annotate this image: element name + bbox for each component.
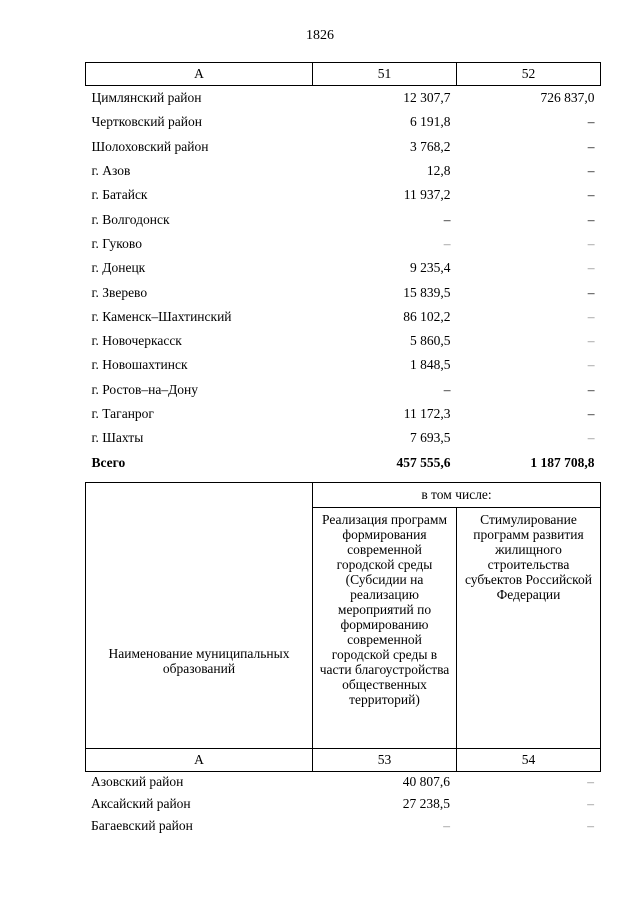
- table-row: [85, 815, 600, 837]
- row-name: г. Гуково: [91, 235, 142, 251]
- value-51: –: [443, 381, 451, 397]
- table-row: [85, 771, 600, 793]
- row-name: г. Ростов–на–Дону: [91, 381, 199, 397]
- row-name: г. Азов: [91, 163, 131, 179]
- row-name: Шолоховский район: [91, 138, 209, 154]
- row-name: г. Зверево: [91, 284, 148, 300]
- value-51: 7 693,5: [410, 430, 451, 446]
- value-52: –: [587, 138, 595, 154]
- table-row: [86, 378, 601, 402]
- value-52: –: [587, 211, 595, 227]
- value-51: 11 172,3: [403, 406, 451, 421]
- table1-header-row: [86, 63, 601, 86]
- table-row: [86, 353, 601, 377]
- row-name: г. Донецк: [91, 260, 146, 276]
- row-name: Цимлянский район: [91, 90, 202, 106]
- value-52: –: [587, 114, 595, 130]
- row-name: г. Каменск–Шахтинский: [91, 308, 232, 324]
- value-51: 86 102,2: [403, 308, 451, 324]
- row-name: г. Новошахтинск: [91, 357, 188, 373]
- value-51: 6 191,8: [410, 114, 451, 130]
- value-51: 1 848,5: [410, 357, 451, 373]
- column-53-header: Реализация программ формирования современной городской среды (Субсидии на реализацию мероприятий по формированию современной городской среды в части благоустройства общественных территорий): [313, 508, 457, 749]
- table-row: [86, 402, 601, 426]
- value-52: –: [587, 284, 595, 300]
- table-row: [86, 256, 601, 280]
- table-row: [86, 232, 601, 256]
- value-51: 3 768,2: [410, 138, 451, 154]
- value-51: 9 235,4: [410, 260, 451, 276]
- budget-table-part2: [85, 771, 600, 837]
- value-52: –: [587, 430, 595, 446]
- budget-table-part1: [85, 62, 601, 475]
- table-row: [86, 207, 601, 231]
- header-col-a: А: [86, 63, 313, 86]
- value-52: –: [587, 260, 595, 276]
- budget-table-header-part2: [85, 482, 601, 772]
- value-52: –: [587, 308, 595, 324]
- value-51: 12,8: [426, 163, 451, 179]
- value-53: 40 807,6: [402, 774, 450, 789]
- value-53: –: [443, 818, 450, 833]
- value-51: 12 307,7: [403, 90, 451, 106]
- table-row: [86, 329, 601, 353]
- value-53: 27 238,5: [402, 796, 450, 811]
- table-row: [86, 183, 601, 207]
- table-row: [86, 305, 601, 329]
- row-name: Багаевский район: [91, 818, 193, 833]
- code-row: [86, 749, 601, 772]
- table-row: [86, 159, 601, 183]
- table-row: [86, 426, 601, 450]
- value-52: –: [587, 163, 595, 179]
- row-name: Азовский район: [91, 774, 184, 789]
- including-header: в том числе:: [313, 483, 601, 508]
- total-52: 1 187 708,8: [530, 454, 595, 470]
- value-51: 5 860,5: [410, 333, 451, 349]
- table-row: [86, 110, 601, 134]
- value-52: –: [587, 357, 595, 373]
- table-row: [85, 793, 600, 815]
- value-52: –: [587, 187, 595, 203]
- municipality-column-header: Наименование муниципальных образований: [86, 483, 313, 749]
- value-51: –: [443, 211, 451, 227]
- row-name: г. Шахты: [91, 430, 144, 446]
- row-name: г. Волгодонск: [91, 211, 170, 227]
- row-name: г. Батайск: [91, 187, 148, 203]
- value-52: 726 837,0: [540, 90, 595, 106]
- total-label: Всего: [91, 454, 126, 470]
- value-54: –: [587, 818, 594, 833]
- value-51: 11 937,2: [403, 187, 451, 203]
- value-52: –: [587, 333, 595, 349]
- row-name: г. Новочеркасск: [91, 333, 182, 349]
- total-51: 457 555,6: [396, 454, 451, 470]
- row-name: г. Таганрог: [91, 406, 154, 421]
- value-52: –: [587, 381, 595, 397]
- code-col-a: А: [86, 749, 313, 772]
- code-col-54: 54: [457, 749, 601, 772]
- value-54: –: [587, 774, 594, 789]
- column-54-header: Стимулирование программ развития жилищного строительства субъектов Российской Федерации: [457, 508, 601, 749]
- header-col-51: 51: [313, 63, 457, 86]
- row-name: Чертковский район: [91, 114, 202, 130]
- value-54: –: [587, 796, 594, 811]
- value-51: –: [443, 235, 451, 251]
- total-row: [86, 450, 601, 474]
- table-row: [86, 86, 601, 111]
- value-52: –: [587, 406, 595, 421]
- value-52: –: [587, 235, 595, 251]
- table-row: [86, 135, 601, 159]
- value-51: 15 839,5: [403, 284, 451, 300]
- row-name: Аксайский район: [91, 796, 191, 811]
- page-number: 1826: [306, 28, 334, 43]
- header-col-52: 52: [457, 63, 601, 86]
- code-col-53: 53: [313, 749, 457, 772]
- table-row: [86, 280, 601, 304]
